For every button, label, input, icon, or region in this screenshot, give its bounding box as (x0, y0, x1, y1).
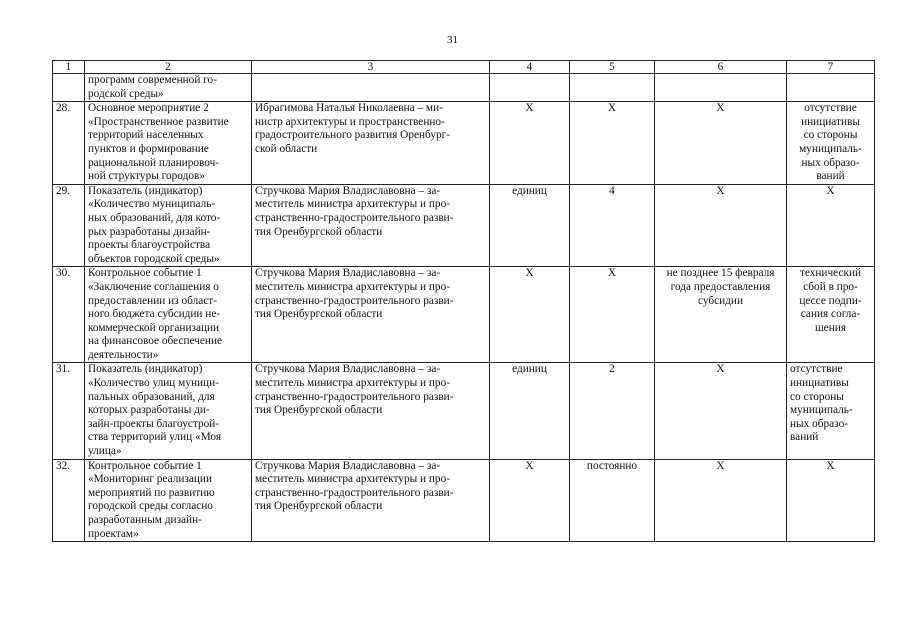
risk (787, 74, 875, 102)
responsible-person: Стручкова Мария Владиславовна – за- меститель министра архитектуры и про- странственно-градостроительного разви- тия Оренбургской области (252, 267, 490, 363)
table-row (53, 102, 875, 185)
unit: единиц (490, 184, 570, 267)
column-header-6: 6 (655, 61, 787, 74)
value (570, 74, 655, 102)
row-number: 30. (53, 267, 85, 363)
deadline: Х (655, 363, 787, 459)
row-number (53, 74, 85, 102)
value: 4 (570, 184, 655, 267)
value: Х (570, 267, 655, 363)
column-header-3: 3 (252, 61, 490, 74)
risk: технический сбой в про- цессе подпи- сания согла- шения (787, 267, 875, 363)
unit: Х (490, 459, 570, 542)
deadline: не позднее 15 февраля года предоставления субсидии (655, 267, 787, 363)
responsible-person: Стручкова Мария Владиславовна – за- меститель министра архитектуры и про- странственно-градостроительного разви- тия Оренбургской области (252, 363, 490, 459)
unit (490, 74, 570, 102)
responsible-person (252, 74, 490, 102)
event-name: Показатель (индикатор) «Количество муниципаль- ных образований, для кото- рых разработаны дизайн- проекты благоустройства объектов городской среды» (85, 184, 252, 267)
unit: Х (490, 267, 570, 363)
value: постоянно (570, 459, 655, 542)
table-row (53, 267, 875, 363)
deadline: Х (655, 102, 787, 185)
row-number: 31. (53, 363, 85, 459)
unit: Х (490, 102, 570, 185)
column-header-7: 7 (787, 61, 875, 74)
event-name: Показатель (индикатор) «Количество улиц муници- пальных образований, для которых разработаны ди- зайн-проекты благоустрой- ства территорий улиц «Моя улица» (85, 363, 252, 459)
responsible-person: Ибрагимова Наталья Николаевна – ми- нистр архитектуры и пространственно- градостроительного развития Оренбург- ской области (252, 102, 490, 185)
risk: отсутствие инициативы со стороны муниципаль- ных образо- ваний (787, 102, 875, 185)
deadline (655, 74, 787, 102)
event-name: Основное мероприятие 2 «Пространственное развитие территорий населенных пунктов и формирование рациональной планировоч- ной структуры городов» (85, 102, 252, 185)
table-row (53, 459, 875, 542)
table-row (53, 363, 875, 459)
risk: Х (787, 184, 875, 267)
risk: Х (787, 459, 875, 542)
row-number: 28. (53, 102, 85, 185)
header-row (53, 61, 875, 74)
row-number: 29. (53, 184, 85, 267)
unit: единиц (490, 363, 570, 459)
column-header-5: 5 (570, 61, 655, 74)
deadline: Х (655, 459, 787, 542)
responsible-person: Стручкова Мария Владиславовна – за- меститель министра архитектуры и про- странственно-градостроительного разви- тия Оренбургской области (252, 184, 490, 267)
risk: отсутствие инициативы со стороны муниципаль- ных образо- ваний (787, 363, 875, 459)
column-header-2: 2 (85, 61, 252, 74)
responsible-person: Стручкова Мария Владиславовна – за- меститель министра архитектуры и про- странственно-градостроительного разви- тия Оренбургской области (252, 459, 490, 542)
value: 2 (570, 363, 655, 459)
table-row (53, 184, 875, 267)
column-header-4: 4 (490, 61, 570, 74)
deadline: Х (655, 184, 787, 267)
column-header-1: 1 (53, 61, 85, 74)
value: Х (570, 102, 655, 185)
event-name: программ современной го- родской среды» (85, 74, 252, 102)
page-number: 31 (447, 34, 458, 46)
event-name: Контрольное событие 1 «Мониторинг реализации мероприятий по развитию городской среды согласно разработанным дизайн- проектам» (85, 459, 252, 542)
event-name: Контрольное событие 1 «Заключение соглашения о предоставлении из област- ного бюджета субсидии не- коммерческой организации на финансовое обеспечение деятельности» (85, 267, 252, 363)
data-table (52, 60, 875, 542)
row-number: 32. (53, 459, 85, 542)
table-row (53, 74, 875, 102)
